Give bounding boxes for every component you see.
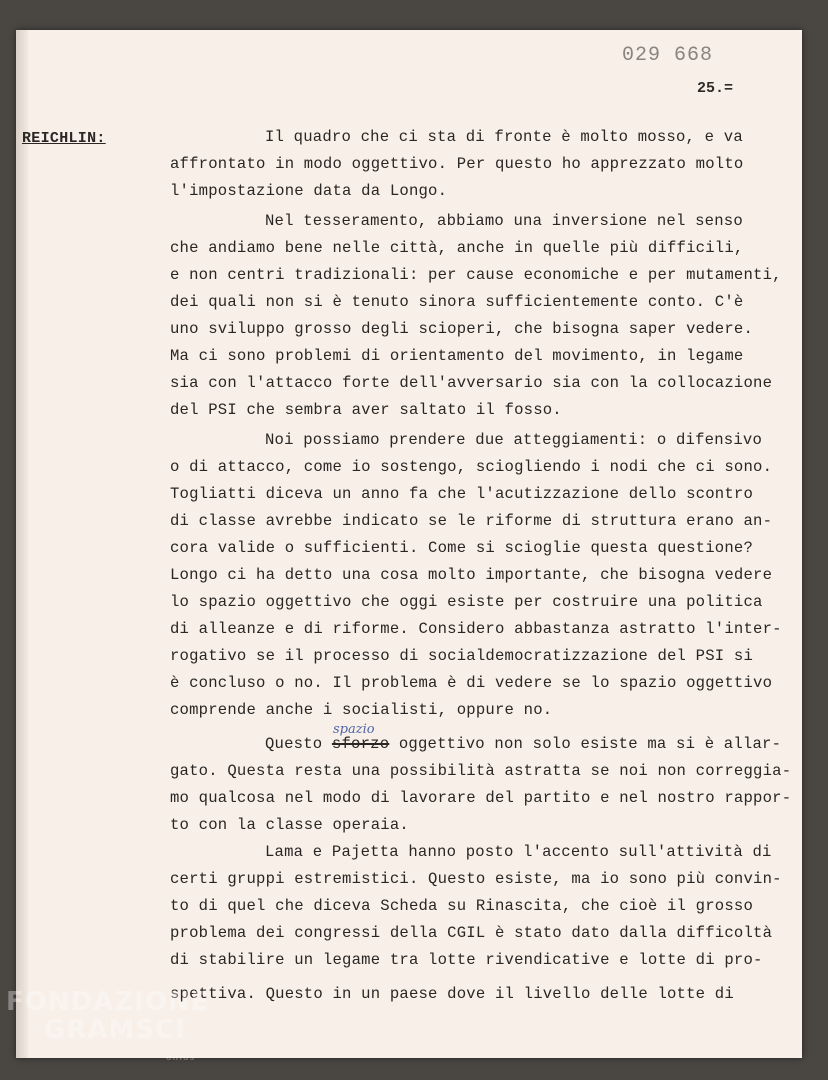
text-line: comprende anche i socialisti, oppure no. [170, 701, 553, 719]
text-line: Longo ci ha detto una cosa molto importante, che bisogna vedere [170, 566, 773, 584]
text-line: Il quadro che ci sta di fronte è molto mosso, e va [265, 128, 743, 146]
text-line: Nel tesseramento, abbiamo una inversione nel senso [265, 212, 743, 230]
text-line: sia con l'attacco forte dell'avversario sia con la collocazione [170, 374, 773, 392]
text-line: Lama e Pajetta hanno posto l'accento sull'attività di [265, 843, 772, 861]
text-line: del PSI che sembra aver saltato il fosso. [170, 401, 562, 419]
text-line: di classe avrebbe indicato se le riforme di struttura erano an- [170, 512, 773, 530]
text-line: gato. Questa resta una possibilità astratta se noi non correggia- [170, 762, 792, 780]
text-line: Noi possiamo prendere due atteggiamenti: o difensivo [265, 431, 763, 449]
text-line: to di quel che diceva Scheda su Rinascita, che cioè il grosso [170, 897, 754, 915]
watermark-logo: FONDAZIONE GRAMSCI onlus [6, 987, 210, 1062]
struck-word: sforzo [331, 735, 390, 753]
text-line: problema dei congressi della CGIL è stato dato dalla difficoltà [170, 924, 773, 942]
archive-number: 029 668 [622, 44, 714, 67]
text-line: e non centri tradizionali: per cause economiche e per mutamenti, [170, 266, 782, 284]
text-line: to con la classe operaia. [170, 816, 409, 834]
text-line: spettiva. Questo in un paese dove il livello delle lotte di [170, 985, 734, 1003]
text-line: dei quali non si è tenuto sinora sufficientemente conto. C'è [170, 293, 744, 311]
text-line: lo spazio oggettivo che oggi esiste per costruire una politica [170, 593, 763, 611]
text-line: Ma ci sono problemi di orientamento del movimento, in legame [170, 347, 744, 365]
text-line: che andiamo bene nelle città, anche in quelle più difficili, [170, 239, 744, 257]
text-line: è concluso o no. Il problema è di vedere se lo spazio oggettivo [170, 674, 773, 692]
text-line: mo qualcosa nel modo di lavorare del partito e nel nostro rappor- [170, 789, 792, 807]
text-line: affrontato in modo oggettivo. Per questo ho apprezzato molto [170, 155, 744, 173]
handwritten-correction: spazio [333, 722, 375, 737]
text-line: o di attacco, come io sostengo, sciogliendo i nodi che ci sono. [170, 458, 773, 476]
page-edge [16, 30, 28, 1058]
text-line: certi gruppi estremistici. Questo esiste, ma io sono più convin- [170, 870, 782, 888]
speaker-name: REICHLIN: [22, 130, 106, 147]
text-line: uno sviluppo grosso degli scioperi, che bisogna saper vedere. [170, 320, 754, 338]
text-line: di alleanze e di riforme. Considero abbastanza astratto l'inter- [170, 620, 782, 638]
text-line-corrected: Questo sforzo oggettivo non solo esiste ma si è allar- [265, 735, 782, 753]
text-line: cora valide o sufficienti. Come si scioglie questa questione? [170, 539, 754, 557]
text-line: di stabilire un legame tra lotte rivendicative e lotte di pro- [170, 951, 763, 969]
page-number: 25.= [697, 80, 734, 97]
text-line: Togliatti diceva un anno fa che l'acutizzazione dello scontro [170, 485, 754, 503]
text-line: rogativo se il processo di socialdemocratizzazione del PSI si [170, 647, 754, 665]
text-line: l'impostazione data da Longo. [170, 182, 448, 200]
